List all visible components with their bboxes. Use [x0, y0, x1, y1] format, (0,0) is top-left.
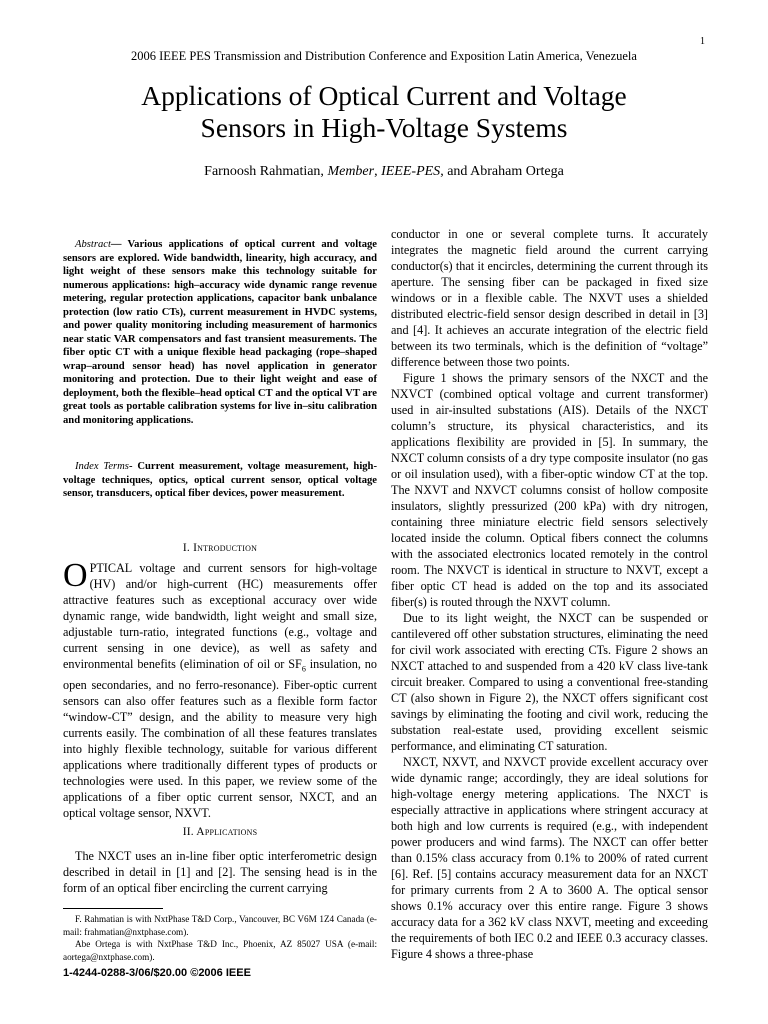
footnote-divider [63, 908, 163, 909]
author-rest: , and Abraham Ortega [440, 164, 564, 179]
author-1: Farnoosh Rahmatian, [204, 164, 328, 179]
sf6-subscript: 6 [301, 664, 306, 674]
author-role: Member [327, 164, 375, 179]
index-terms [63, 460, 377, 501]
abstract-label: Abstract [75, 239, 111, 250]
abstract-dash: — [110, 239, 128, 250]
right-paragraph-1: conductor in one or several complete turns. It accurately integrates the magnetic field around the current carrying conductor(s) that it encircles, determining the current through its aperture. The sensing fiber can be packaged in fixed size windows or in a flexible cable. The NXVT uses a shielded distributed electric-field sensor design described in detail in [3] and [4]. It achieves an accurate integration of the electric field between its two terminals, which is the definition of “voltage” difference between those two points. [391, 227, 708, 369]
introduction-paragraph [63, 557, 377, 821]
section-heading-applications: II. Applications [182, 826, 258, 838]
author-sep: , [374, 164, 382, 179]
index-terms-label: Index Terms [75, 461, 129, 472]
intro-text-b: insulation, no open secondaries, and no ferro-resonance). Fiber-optic current sensors can also offer features such as a flexible form factor “window-CT” design, and the ability to measure very high currents easily. The combination of all these features translates into highly flexible technology, suitable for various different applications where traditionally different types of products or technologies were used. In this paper, we review some of the applications of a fiber optic current sensor, NXCT, and an optical voltage sensor, NXVT. [63, 657, 377, 821]
copyright-notice: 1-4244-0288-3/06/$20.00 ©2006 IEEE [63, 967, 251, 979]
intro-text-a: PTICAL voltage and current sensors for high-voltage (HV) and/or high-current (HC) measurements offer attractive features such as exceptional accuracy over wide dynamic range, wide bandwidth, light weight and small size, adjustable turn-ratio, integrated functions (e.g., voltage and current sensing in one device), as well as safety and environmental benefits (elimination of oil or SF [63, 561, 377, 671]
right-paragraph-2: Figure 1 shows the primary sensors of the NXCT and the NXVCT (combined optical voltage and current transformer) used in air-insulted substations (AIS). Details of the NXCT column’s structure, its physical characteristics, and its applications flexibility are provided in [5]. In summary, the NXCT column consists of a dry type composite insulator (no gas or oil insulation used), with a fiber-optic window CT at the top. The NXVT and NXVCT columns consist of hollow composite insulators, slightly pressurized (200 kPa) with dry nitrogen, containing three miniature electric field sensors selectively located inside the column. Optical fibers connect the columns with the associated electronics located remotely in the control room. The NXVCT is identical in structure to NXVT, except a fiber optic CT head is added on the top and its associated fiber(s) is routed through the NXVT column. [391, 371, 708, 609]
index-terms-dash: - [128, 461, 138, 472]
title-line-1: Applications of Optical Current and Voltage [141, 80, 627, 111]
author-list [0, 164, 768, 180]
paper-title [0, 80, 768, 144]
footnote-1: F. Rahmatian is with NxtPhase T&D Corp., Vancouver, BC V6M 1Z4 Canada (e-mail: frahmatian@nxtphase.com). [63, 914, 377, 937]
applications-paragraph: The NXCT uses an in-line fiber optic interferometric design described in detail in [1] and [2]. The sensing head is in the form of an optical fiber encircling the current carrying [63, 849, 377, 895]
abstract-text: Various applications of optical current and voltage sensors are explored. Wide bandwidth, linearity, high accuracy, and light weight of these sensors make this technology suitable for numerous applications: high–accuracy wide dynamic range revenue metering, regular protection applications, capacitor bank unbalance protection (low ratio CTs), current measurement in HVDC systems, and power quality monitoring including measurement of harmonics near static VAR compensators and fast transient measurements. The fiber optic CT with a unique flexible head packaging (rope–shaped wrap–around sensor head) has novel application in generator monitoring and protection. Due to their light weight and ease of deployment, both the flexible–head optical CT and the optical VT are great tools as portable calibration systems for live in–situ calibration and monitoring applications. [63, 239, 377, 426]
footnote-2: Abe Ortega is with NxtPhase T&D Inc., Phoenix, AZ 85027 USA (e-mail: aortega@nxtphase.com). [63, 939, 377, 962]
drop-cap: O [63, 557, 88, 594]
title-line-2: Sensors in High-Voltage Systems [200, 112, 568, 143]
right-column [391, 226, 708, 962]
right-paragraph-4: NXCT, NXVT, and NXVCT provide excellent accuracy over wide dynamic range; accordingly, they are ideal solutions for high-voltage energy metering applications. The NXCT is especially attractive in applications where stringent accuracy at both high and low currents is required (e.g., with independent power producers and wind farms). The NXCT can offer better than 0.15% class accuracy from 0.1% to 200% of rated current [6]. Ref. [5] contains accuracy measurement data for an NXCT for primary currents from 2 A to 3600 A. The optical sensor shows 0.1% accuracy over this entire range. Figure 3 shows accuracy data for a 362 kV class NXVT, meeting and exceeding the requirements of both IEC 0.2 and IEEE 0.3 accuracy classes. Figure 4 shows a three-phase [391, 755, 708, 961]
page-number: 1 [700, 36, 705, 47]
section-heading-introduction: I. Introduction [182, 542, 258, 554]
author-org: IEEE-PES [381, 164, 441, 179]
footnotes [63, 913, 377, 963]
index-terms-text: Current measurement, voltage measurement, high-voltage techniques, optics, optical current sensor, optical voltage sensor, transducers, optical fiber devices, power measurement. [63, 461, 377, 499]
abstract [63, 238, 377, 427]
conference-header: 2006 IEEE PES Transmission and Distribution Conference and Exposition Latin America, Venezuela [131, 49, 637, 63]
right-paragraph-3: Due to its light weight, the NXCT can be suspended or cantilevered off other substation structures, eliminating the need for civil work associated with erecting CTs. Figure 2 shows an NXCT attached to and suspended from a 420 kV class live-tank circuit breaker. Compared to using a conventional free-standing CT (also shown in Figure 2), the NXCT offers significant cost savings by eliminating the footing and civil work, reducing the substation real-estate used, providing excellent seismic performance, and eliminating CT saturation. [391, 611, 708, 753]
